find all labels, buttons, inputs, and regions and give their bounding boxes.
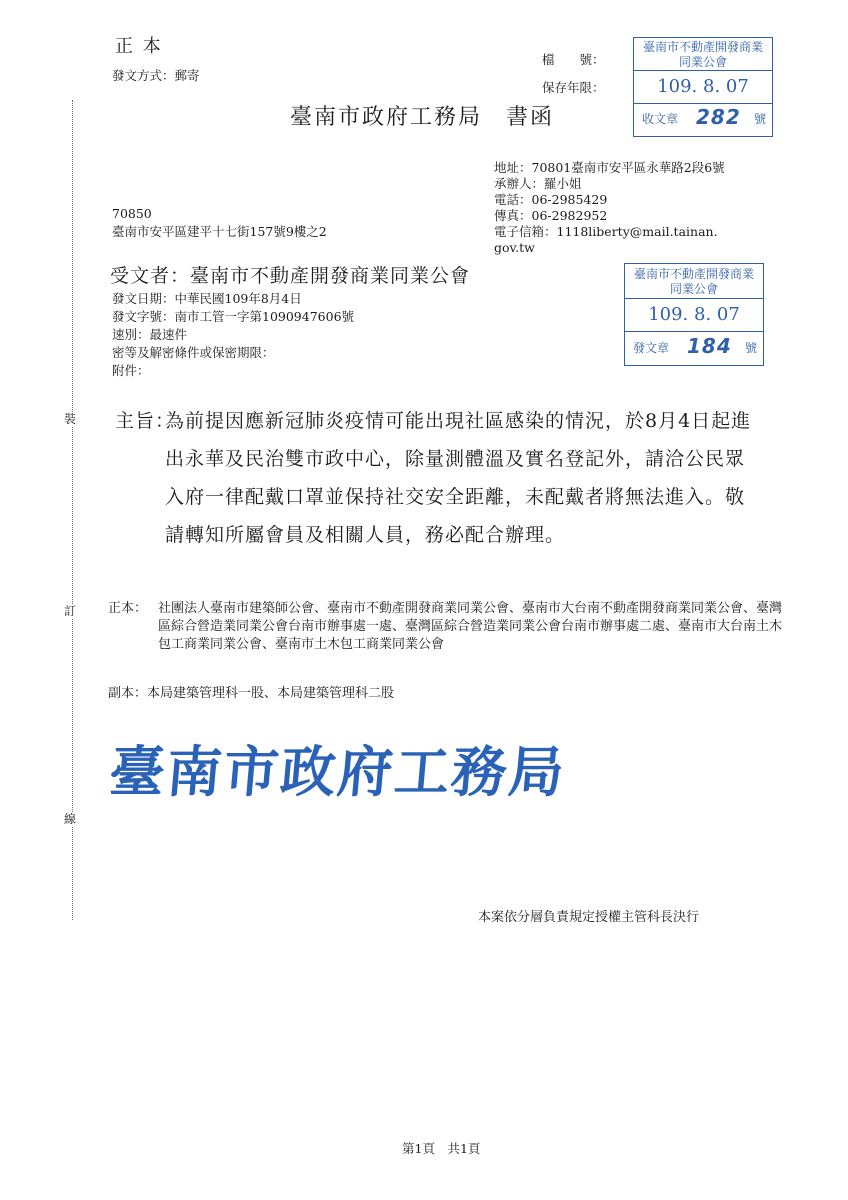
attachment: 附件： (112, 363, 150, 378)
stamp-date: 109. 8. 07 (634, 71, 772, 104)
official-seal-stamp: 臺南市政府工務局 (106, 740, 569, 804)
distribution-main-label: 正本： (108, 601, 148, 616)
receipt-stamp-incoming (633, 37, 773, 137)
subject-text: 為前提因應新冠肺炎疫情可能出現社區感染的情況，於8月4日起進出永華及民治雙市政中心，除量測體溫及實名登記外，請洽公民眾入府一律配戴口罩並保持社交安全距離，未配戴者將無法進入。敬請轉知所屬會員及相關人員，務必配合辦理。 (165, 410, 752, 546)
doc-number: 發文字號：南市工管一字第1090947606號 (112, 309, 355, 324)
page-number: 第1頁 共1頁 (402, 1141, 481, 1156)
sender-fax: 傳真：06-2982952 (494, 208, 608, 223)
stamp-suffix: 號 (744, 341, 757, 355)
sender-officer: 承辦人：羅小姐 (494, 176, 582, 191)
recipient-address: 臺南市安平區建平十七街157號9樓之2 (112, 224, 327, 239)
sender-address: 地址：70801臺南市安平區永華路2段6號 (494, 160, 725, 175)
stamp-label: 收文章 (642, 112, 679, 126)
urgency: 速別：最速件 (112, 327, 188, 342)
stamp-suffix: 號 (753, 112, 766, 126)
send-method: 發文方式：郵寄 (112, 68, 200, 83)
stamp-org: 臺南市不動產開發商業同業公會 (634, 38, 772, 71)
stamp-org: 臺南市不動產開發商業同業公會 (625, 264, 763, 299)
distribution-copy-text: 本局建築管理科一股、本局建築管理科二股 (147, 686, 395, 701)
authorization-note: 本案依分層負責規定授權主管科長決行 (478, 910, 700, 925)
stamp-number: 184 (687, 334, 732, 358)
receipt-stamp-outgoing (624, 263, 764, 366)
stamp-date: 109. 8. 07 (625, 299, 763, 332)
stamp-label: 發文章 (633, 341, 670, 355)
distribution-copy-label: 副本： (108, 686, 148, 701)
binding-line (72, 100, 73, 920)
recipient-postal: 70850 (112, 206, 152, 221)
sender-phone: 電話：06-2985429 (494, 192, 608, 207)
distribution-copy (108, 682, 394, 701)
subject-block (115, 402, 755, 554)
sender-email[interactable]: 電子信箱：1118liberty@mail.tainan. (494, 224, 718, 239)
binding-mark-mid: 訂 (64, 604, 77, 618)
binding-mark-bottom: 線 (64, 812, 77, 826)
stamp-number: 282 (696, 105, 741, 129)
subject-label: 主旨： (115, 410, 176, 432)
retention-label: 保存年限： (542, 80, 605, 95)
copy-type: 正 本 (115, 36, 163, 57)
issue-date: 發文日期：中華民國109年8月4日 (112, 291, 302, 306)
distribution-main (108, 600, 788, 654)
distribution-main-text: 社團法人臺南市建築師公會、臺南市不動產開發商業同業公會、臺南市大台南不動產開發商業同業公會、臺灣區綜合營造業同業公會台南市辦事處一處、臺灣區綜合營造業同業公會台南市辦事處二處、臺南市大台南土木包工商業同業公會、臺南市土木包工商業同業公會 (158, 601, 783, 652)
document-title: 臺南市政府工務局 書函 (290, 105, 555, 130)
secrecy: 密等及解密條件或保密期限： (112, 345, 275, 360)
binding-mark-top: 裝 (64, 412, 77, 426)
file-no-label: 檔 號： (542, 52, 605, 67)
sender-email-cont[interactable]: gov.tw (494, 240, 535, 255)
recipient: 受文者：臺南市不動產開發商業同業公會 (110, 265, 471, 287)
